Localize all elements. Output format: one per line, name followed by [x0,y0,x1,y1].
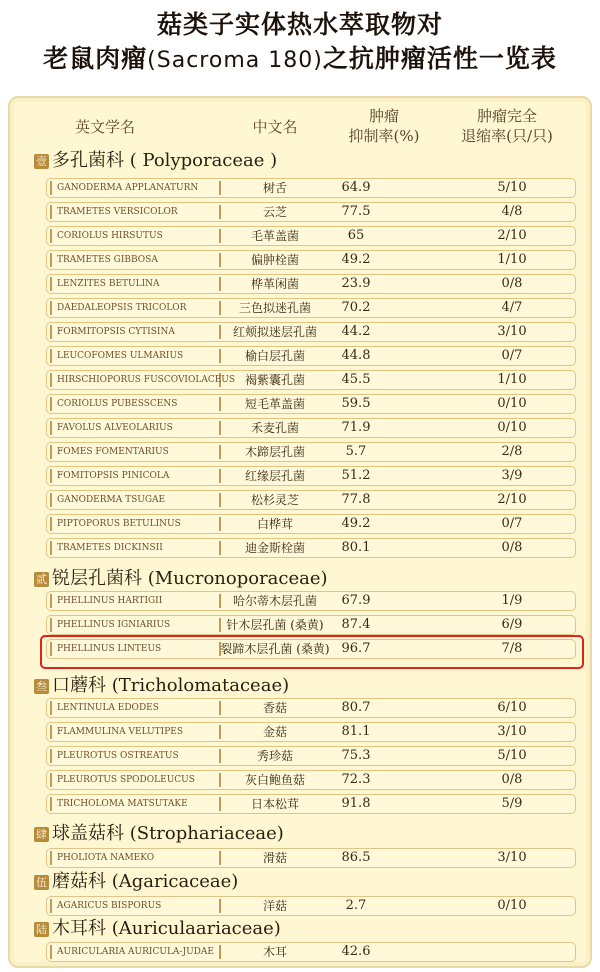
section-heading [34,871,238,893]
section-number-icon: 贰 [36,572,47,586]
inhibition-rate-cell: 42.6 [341,944,371,959]
table-row [46,591,576,611]
row-marker [50,773,52,787]
inhibition-rate-cell: 87.4 [341,617,371,632]
inhibition-rate-cell: 96.7 [341,641,371,656]
english-name-cell: FAVOLUS ALVEOLARIUS [57,423,173,433]
english-name-cell: PLEUROTUS SPODOLEUCUS [57,775,195,785]
english-name-cell: PHELLINUS LINTEUS [57,644,162,654]
inhibition-rate-cell: 77.5 [341,204,371,219]
regression-rate-cell: 2/10 [497,492,527,507]
header-inhibition-rate [336,106,432,146]
chinese-name-cell: 日本松茸 [250,797,299,811]
row-marker [50,594,52,608]
table-row [46,466,576,486]
english-name-cell: CORIOLUS HIRSUTUS [57,231,163,241]
regression-rate-cell: 0/10 [497,420,527,435]
regression-rate-cell: 4/7 [501,300,523,315]
inhibition-rate-cell: 59.5 [341,396,371,411]
chinese-name-cell: 哈尔蒂木层孔菌 [232,594,317,608]
title-line-2-pre: 老鼠肉瘤 [43,44,148,73]
section-label: 锐层孔菌科 (Mucronoporaceae) [52,568,328,589]
chinese-name-cell: 红颊拟迷层孔菌 [232,325,317,339]
chinese-name-cell: 短毛革盖菌 [244,397,305,411]
title-line-2 [0,42,600,78]
english-name-cell: FOMES FOMENTARIUS [57,447,169,457]
row-marker [50,445,52,459]
chinese-name-cell: 洋菇 [262,899,287,913]
inhibition-rate-cell: 2.7 [345,898,367,913]
title-latin: (Sacroma 180) [147,48,323,73]
table-row [46,746,576,766]
regression-rate-cell: 0/8 [501,276,523,291]
chinese-name-cell: 木耳 [262,945,287,959]
inhibition-rate-cell: 70.2 [341,300,371,315]
row-marker [50,397,52,411]
chinese-name-cell: 迪金斯栓菌 [244,541,305,555]
english-name-cell: FORMITOPSIS CYTISINA [57,327,175,337]
english-name-cell: AGARICUS BISPORUS [57,901,162,911]
header-inhibition-rate-line1: 肿瘤 [368,107,399,125]
chinese-name-cell: 灰白鲍鱼菇 [244,773,305,787]
table-row [46,346,576,366]
section-number-icon: 肆 [36,827,47,841]
chinese-name-cell: 榆白层孔菌 [244,349,305,363]
row-marker [50,421,52,435]
english-name-cell: GANODERMA APPLANATURN [57,183,199,193]
header-regression-rate-line1: 肿瘤完全 [476,107,537,125]
regression-rate-cell: 2/8 [501,444,523,459]
row-marker [50,181,52,195]
page-title [0,8,600,78]
regression-rate-cell: 0/7 [501,348,523,363]
section-heading [34,675,289,697]
table-row [46,202,576,222]
section-number-icon: 陆 [36,922,47,936]
table-row [46,274,576,294]
table-row [46,394,576,414]
regression-rate-cell: 7/8 [501,641,523,656]
inhibition-rate-cell: 67.9 [341,593,371,608]
row-marker [50,373,52,387]
inhibition-rate-cell: 80.7 [341,700,371,715]
english-name-cell: PHOLIOTA NAMEKO [57,853,155,863]
section-label: 多孔菌科 ( Polyporaceae ) [52,150,278,171]
regression-rate-cell: 0/10 [497,898,527,913]
inhibition-rate-cell: 91.8 [341,796,371,811]
regression-rate-cell: 3/10 [497,850,527,865]
section-number-icon: 叁 [36,679,47,693]
english-name-cell: FLAMMULINA VELUTIPES [57,727,183,737]
regression-rate-cell: 3/9 [501,468,523,483]
chinese-name-cell: 秀珍菇 [256,749,293,763]
table-row [46,226,576,246]
english-name-cell: LENTINULA EDODES [57,703,159,713]
english-name-cell: LEUCOFOMES ULMARIUS [57,351,184,361]
chinese-name-cell: 禾麦孔菌 [250,421,299,435]
row-marker [50,205,52,219]
english-name-cell: GANODERMA TSUGAE [57,495,166,505]
row-marker [50,229,52,243]
table-row [46,770,576,790]
chinese-name-cell: 毛革盖菌 [250,229,299,243]
header-inhibition-rate-line2: 抑制率(%) [348,127,420,145]
row-marker [50,899,52,913]
english-name-cell: TRICHOLOMA MATSUTAKE [57,799,188,809]
chinese-name-cell: 白桦茸 [256,517,293,531]
inhibition-rate-cell: 80.1 [341,540,371,555]
section-label: 木耳科 (Auriculaariaceae) [52,918,281,939]
regression-rate-cell: 1/10 [497,372,527,387]
row-marker [50,945,52,959]
title-line-1: 菇类子实体热水萃取物对 [156,10,443,39]
english-name-cell: PHELLINUS HARTIGII [57,596,163,606]
highlight-box [40,635,584,669]
chinese-name-cell: 木蹄层孔菌 [244,445,305,459]
chinese-name-cell: 裂蹄木层孔菌 (桑黄) [220,642,330,656]
row-marker [50,277,52,291]
table-row [46,848,576,868]
row-marker [50,618,52,632]
row-marker [50,541,52,555]
regression-rate-cell: 0/7 [501,516,523,531]
chinese-name-cell: 三色拟迷孔菌 [238,301,311,315]
row-marker [50,851,52,865]
english-name-cell: PIPTOPORUS BETULINUS [57,519,181,529]
regression-rate-cell: 1/10 [497,252,527,267]
section-number-icon: 壹 [36,154,47,168]
table-row [46,794,576,814]
section-heading [34,568,328,590]
chinese-name-cell: 树舌 [262,181,287,195]
row-marker [50,493,52,507]
row-marker [50,797,52,811]
section-heading [34,150,277,172]
chinese-name-cell: 滑菇 [262,851,287,865]
regression-rate-cell: 3/10 [497,724,527,739]
regression-rate-cell: 5/10 [497,748,527,763]
regression-rate-cell: 6/9 [501,617,523,632]
table-row [46,298,576,318]
section-number-icon: 伍 [36,875,47,889]
table-row [46,250,576,270]
regression-rate-cell: 3/10 [497,324,527,339]
english-name-cell: TRAMETES VERSICOLOR [57,207,178,217]
english-name-cell: PLEUROTUS OSTREATUS [57,751,179,761]
chinese-name-cell: 红缘层孔菌 [244,469,305,483]
row-marker [50,349,52,363]
regression-rate-cell: 2/10 [497,228,527,243]
regression-rate-cell: 5/9 [501,796,523,811]
regression-rate-cell: 0/10 [497,396,527,411]
row-marker [50,517,52,531]
row-marker [50,301,52,315]
table-row [46,418,576,438]
table-row [46,942,576,962]
inhibition-rate-cell: 75.3 [341,748,371,763]
header-chinese-name: 中文名 [252,118,298,136]
inhibition-rate-cell: 51.2 [341,468,371,483]
table-row [46,178,576,198]
row-marker [50,325,52,339]
section-label: 球盖菇科 (Strophariaceae) [52,823,284,844]
inhibition-rate-cell: 49.2 [341,516,371,531]
inhibition-rate-cell: 64.9 [341,180,371,195]
row-marker [50,725,52,739]
row-marker [50,749,52,763]
chinese-name-cell: 针木层孔菌 (桑黄) [226,618,324,632]
inhibition-rate-cell: 44.2 [341,324,371,339]
row-marker [50,253,52,267]
inhibition-rate-cell: 86.5 [341,850,371,865]
table-row [46,442,576,462]
regression-rate-cell: 4/8 [501,204,523,219]
inhibition-rate-cell: 81.1 [341,724,371,739]
regression-rate-cell: 0/8 [501,540,523,555]
section-label: 磨菇科 (Agaricaceae) [52,871,239,892]
regression-rate-cell: 5/10 [497,180,527,195]
table-row [46,698,576,718]
regression-rate-cell: 1/9 [501,593,523,608]
inhibition-rate-cell: 77.8 [341,492,371,507]
table-row [46,722,576,742]
table-row [46,514,576,534]
inhibition-rate-cell: 49.2 [341,252,371,267]
table-row [46,615,576,635]
english-name-cell: LENZITES BETULINA [57,279,160,289]
inhibition-rate-cell: 5.7 [345,444,367,459]
english-name-cell: HIRSCHIOPORUS FUSCOVIOLACEUS [57,375,236,385]
header-english-name: 英文学名 [74,118,135,136]
header-regression-rate [444,106,570,146]
chinese-name-cell: 褐紫囊孔菌 [244,373,305,387]
chinese-name-cell: 云芝 [262,205,287,219]
table-row [46,896,576,916]
inhibition-rate-cell: 23.9 [341,276,371,291]
chinese-name-cell: 桦革闲菌 [250,277,299,291]
inhibition-rate-cell: 71.9 [341,420,371,435]
table-row [46,538,576,558]
chinese-name-cell: 偏肿栓菌 [250,253,299,267]
row-marker [50,469,52,483]
regression-rate-cell: 6/10 [497,700,527,715]
english-name-cell: CORIOLUS PUBESSCENS [57,399,178,409]
chinese-name-cell: 香菇 [262,701,287,715]
header-regression-rate-line2: 退缩率(只/只) [461,127,553,145]
english-name-cell: FOMITOPSIS PINICOLA [57,471,170,481]
inhibition-rate-cell: 44.8 [341,348,371,363]
chinese-name-cell: 金菇 [262,725,287,739]
section-heading [34,918,281,940]
english-name-cell: AURICULARIA AURICULA-JUDAE [57,947,214,957]
english-name-cell: TRAMETES GIBBOSA [57,255,158,265]
inhibition-rate-cell: 72.3 [341,772,371,787]
english-name-cell: PHELLINUS IGNIARIUS [57,620,171,630]
table-row [46,322,576,342]
table-row [46,490,576,510]
english-name-cell: TRAMETES DICKINSII [57,543,163,553]
row-marker [50,701,52,715]
section-heading [34,823,284,845]
table-row [46,370,576,390]
regression-rate-cell: 0/8 [501,772,523,787]
chinese-name-cell: 松杉灵芝 [250,493,299,507]
section-label: 口蘑科 (Tricholomataceae) [52,675,290,696]
title-line-2-post: 之抗肿瘤活性一览表 [322,44,557,73]
inhibition-rate-cell: 65 [347,228,365,243]
english-name-cell: DAEDALEOPSIS TRICOLOR [57,303,187,313]
inhibition-rate-cell: 45.5 [341,372,371,387]
